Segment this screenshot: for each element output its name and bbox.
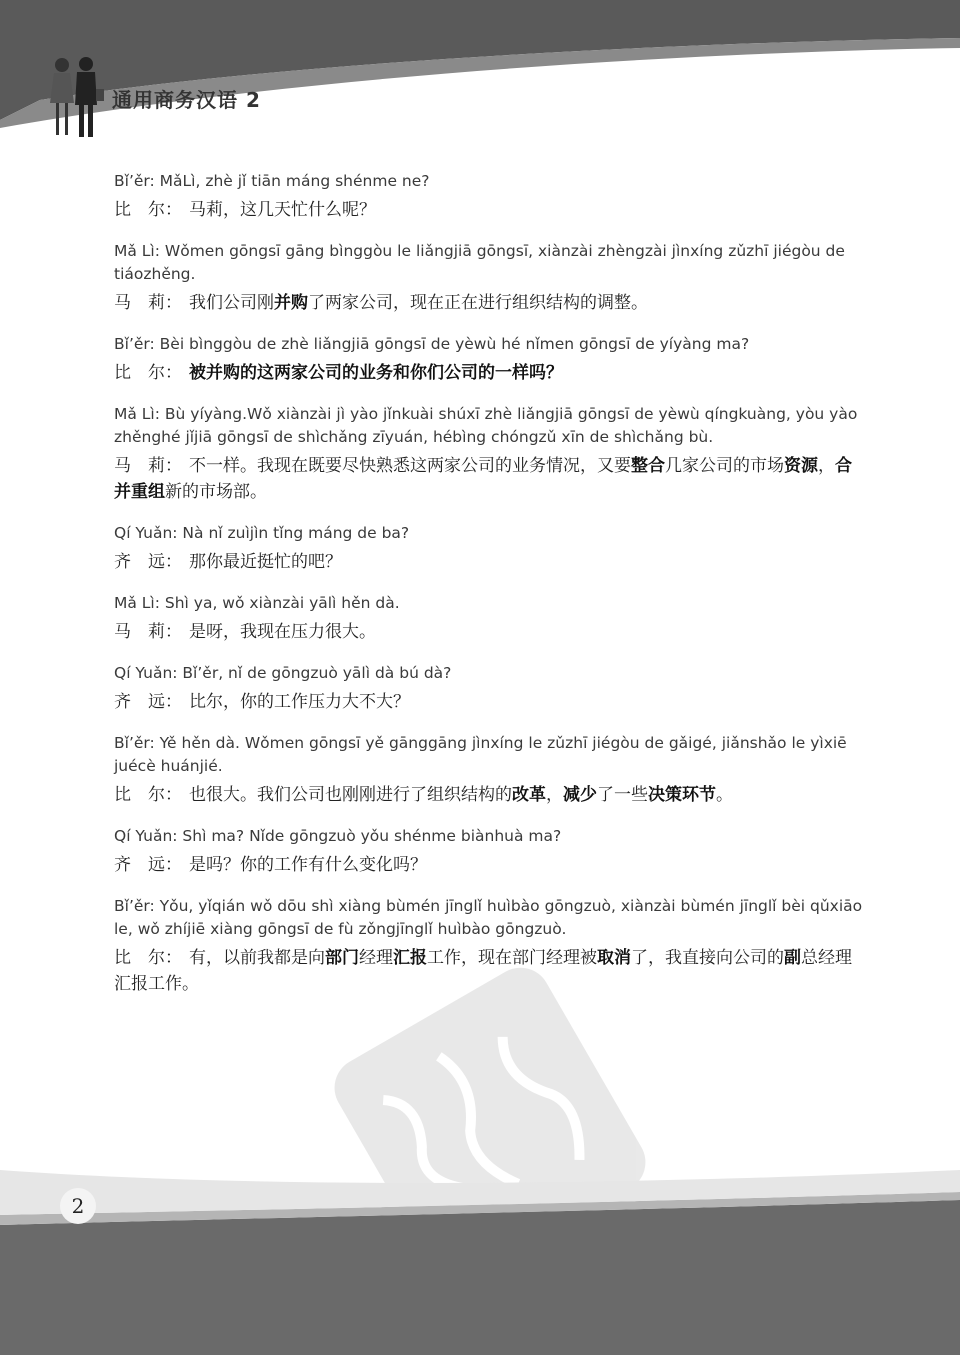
vocabulary-term: 汇报 [393,948,427,968]
chinese-text: 工作，现在部门经理被 [427,948,597,968]
speaker-label: 马 莉： [114,293,182,313]
footer-band [0,1170,960,1355]
chinese-text: 不一样。我现在既要尽快熟悉这两家公司的业务情况，又要 [189,456,631,476]
chinese-line [114,197,864,223]
chinese-text: 是吗？你的工作有什么变化吗？ [189,855,427,875]
chinese-text: 是呀，我现在压力很大。 [189,622,376,642]
dialogue-turn [114,403,864,505]
pinyin-line: Mǎ Lì: Wǒmen gōngsī gāng bìnggòu le liǎngjiā gōngsī, xiànzài zhèngzài jìnxíng zǔzhī jiégòu de tiáozhěng. [114,242,845,283]
chinese-text: 了一些 [597,785,648,805]
chinese-text: 几家公司的市场 [665,456,784,476]
vocabulary-term: 决策环节 [648,785,716,805]
chinese-text: ， [546,785,563,805]
pinyin-line: Qí Yuǎn: Nà nǐ zuìjìn tǐng máng de ba? [114,524,410,542]
vocabulary-term: 部门 [325,948,359,968]
chinese-line [114,549,864,575]
speaker-label: 比 尔： [114,948,182,968]
book-volume: 2 [246,88,261,112]
chinese-line [114,852,864,878]
dialogue-turn [114,592,864,645]
pinyin-line: Bǐ’ěr: Yě hěn dà. Wǒmen gōngsī yě gānggāng jìnxíng le zǔzhī jiégòu de gǎigé, jiǎnshǎo le yìxiē juécè huánjié. [114,734,847,775]
chinese-line [114,290,864,316]
speaker-label: 马 莉： [114,456,182,476]
chinese-text: 了两家公司，现在正在进行组织结构的调整。 [308,293,648,313]
vocabulary-term: 取消 [597,948,631,968]
chinese-line [114,619,864,645]
chinese-text: 总经理汇报工作。 [114,948,852,994]
dialogue-section [114,170,864,1014]
speaker-label: 比 尔： [114,200,182,220]
speaker-label: 比 尔： [114,785,182,805]
vocabulary-term: 减少 [563,785,597,805]
vocabulary-term: 并购 [274,293,308,313]
chinese-text: ， [818,456,835,476]
chinese-line [114,782,864,808]
pinyin-line: Qí Yuǎn: Shì ma? Nǐde gōngzuò yǒu shénme biànhuà ma? [114,827,562,845]
book-title [112,84,261,113]
header-band [0,0,960,150]
dialogue-turn [114,333,864,386]
book-title-text: 通用商务汉语 [112,88,238,112]
pinyin-line: Bǐ’ěr: MǎLì, zhè jǐ tiān máng shénme ne? [114,172,430,190]
chinese-text: 。 [716,785,733,805]
vocabulary-term: 被并购的这两家公司的业务和你们公司的一样吗？ [189,363,563,383]
chinese-line [114,360,864,386]
dialogue-turn [114,240,864,316]
chinese-text: 那你最近挺忙的吧？ [189,552,342,572]
vocabulary-term: 改革 [512,785,546,805]
dialogue-turn [114,522,864,575]
pinyin-line: Qí Yuǎn: Bǐ’ěr, nǐ de gōngzuò yālì dà bú dà? [114,664,452,682]
speaker-label: 齐 远： [114,552,182,572]
business-people-icon [44,55,106,140]
chinese-text: 经理 [359,948,393,968]
pinyin-line: Bǐ’ěr: Yǒu, yǐqián wǒ dōu shì xiàng bùmén jīnglǐ huìbào gōngzuò, xiànzài bùmén jīnglǐ bèi qǔxiāo le, wǒ zhíjiē xiàng gōngsī de fù zǒngjīnglǐ huìbào gōngzuò. [114,897,863,938]
dialogue-turn [114,170,864,223]
chinese-text: 也很大。我们公司也刚刚进行了组织结构的 [189,785,512,805]
vocabulary-term: 副 [784,948,801,968]
pinyin-line: Mǎ Lì: Bù yíyàng.Wǒ xiànzài jì yào jǐnkuài shúxī zhè liǎngjiā gōngsī de yèwù qíngkuàng, yòu yào zhěnghé jǐjiā gōngsī de shìchǎng zīyuán, hébìng chóngzǔ xīn de shìchǎng bù. [114,405,858,446]
speaker-label: 齐 远： [114,692,182,712]
dialogue-turn [114,662,864,715]
chinese-text: 比尔，你的工作压力大不大？ [189,692,410,712]
pinyin-line: Bǐ’ěr: Bèi bìnggòu de zhè liǎngjiā gōngsī de yèwù hé nǐmen gōngsī de yíyàng ma? [114,335,750,353]
speaker-label: 比 尔： [114,363,182,383]
speaker-label: 齐 远： [114,855,182,875]
speaker-label: 马 莉： [114,622,182,642]
pinyin-line: Mǎ Lì: Shì ya, wǒ xiànzài yālì hěn dà. [114,594,400,612]
chinese-text: 我们公司刚 [189,293,274,313]
chinese-text: 马莉，这几天忙什么呢？ [189,200,376,220]
vocabulary-term: 合并重组 [114,456,852,502]
chinese-line [114,453,864,505]
chinese-text: 新的市场部。 [165,482,267,502]
chinese-text: 了，我直接向公司的 [631,948,784,968]
chinese-line [114,689,864,715]
dialogue-turn [114,825,864,878]
vocabulary-term: 资源 [784,456,818,476]
dialogue-turn [114,732,864,808]
vocabulary-term: 整合 [631,456,665,476]
page-number: 2 [60,1188,96,1224]
chinese-text: 有，以前我都是向 [189,948,325,968]
